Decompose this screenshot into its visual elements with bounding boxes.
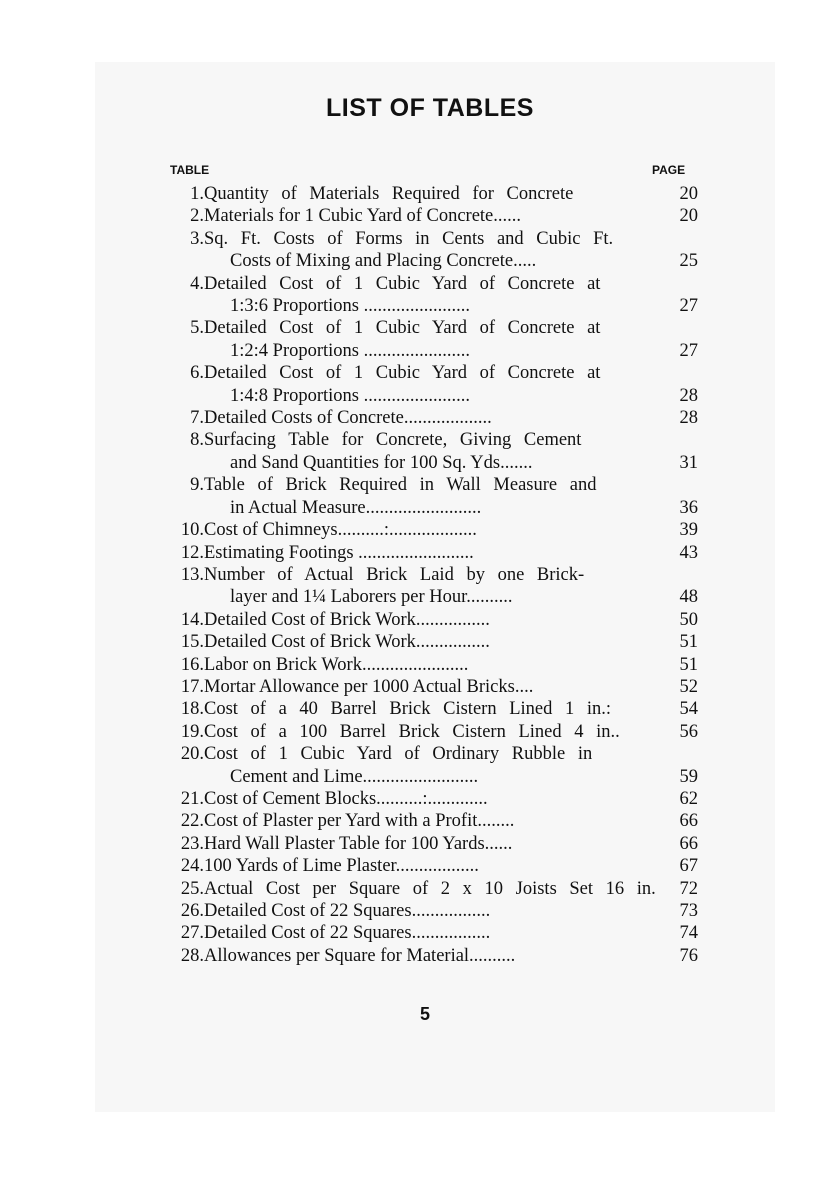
- list-item: [168, 654, 698, 676]
- table-title: [204, 900, 658, 922]
- table-title: [204, 317, 658, 362]
- table-title: [204, 564, 658, 609]
- table-number: 27.: [180, 923, 204, 944]
- table-title: [204, 788, 658, 810]
- table-number: 21.: [180, 788, 204, 809]
- list-item: [168, 362, 698, 407]
- list-item: [168, 698, 698, 720]
- table-title-line: Table of Brick Required in Wall Measure and: [204, 475, 597, 496]
- table-title-line: Detailed Cost of 1 Cubic Yard of Concrete at: [204, 318, 601, 339]
- page-reference: 48: [679, 587, 698, 608]
- list-item: [168, 833, 698, 855]
- table-title-line: in Actual Measure.........................: [230, 497, 482, 518]
- page-reference: 51: [679, 654, 698, 675]
- table-title: [204, 922, 658, 944]
- page-reference: 51: [679, 632, 698, 653]
- table-title: [204, 609, 658, 631]
- page-reference: 27: [679, 340, 698, 361]
- table-title-line: Detailed Cost of Brick Work................: [204, 609, 490, 630]
- table-title-line: Estimating Footings .........................: [204, 542, 474, 563]
- table-title-line: Hard Wall Plaster Table for 100 Yards......: [204, 833, 513, 854]
- table-number: 23.: [180, 833, 204, 854]
- list-item: [168, 564, 698, 609]
- page-reference: 25: [679, 251, 698, 272]
- table-number: 3.: [190, 228, 204, 249]
- table-number: 8.: [190, 430, 204, 451]
- table-title: [204, 855, 658, 877]
- list-item: [168, 721, 698, 743]
- table-title-line: Cost of Cement Blocks..........:.............: [204, 788, 488, 809]
- table-title: [204, 721, 658, 743]
- table-number: 28.: [180, 945, 204, 966]
- table-title: [204, 698, 658, 720]
- table-title-line: Cost of a 100 Barrel Brick Cistern Lined 4 in..: [204, 721, 620, 742]
- table-title-line: Detailed Cost of 1 Cubic Yard of Concrete at: [204, 273, 601, 294]
- table-title: [204, 743, 658, 788]
- table-title-line: Actual Cost per Square of 2 x 10 Joists Set 16 in.: [204, 878, 656, 899]
- list-item: [168, 205, 698, 227]
- table-title: [204, 654, 658, 676]
- table-title-line: Detailed Cost of 22 Squares.................: [204, 923, 491, 944]
- table-number: 6.: [190, 363, 204, 384]
- table-title-line: Materials for 1 Cubic Yard of Concrete......: [204, 206, 522, 227]
- table-number: 10.: [180, 520, 204, 541]
- list-item: [168, 743, 698, 788]
- table-column-header: TABLE: [170, 163, 210, 177]
- list-item: [168, 317, 698, 362]
- table-title-line: Costs of Mixing and Placing Concrete.....: [230, 251, 537, 272]
- table-title-line: 1:4:8 Proportions .......................: [230, 385, 470, 406]
- table-title: [204, 362, 658, 407]
- page-reference: 20: [679, 184, 698, 204]
- page-reference: 39: [679, 520, 698, 541]
- table-title-line: Cost of Chimneys..........:...................: [204, 520, 477, 541]
- page-reference: 56: [679, 721, 698, 742]
- list-item: [168, 945, 698, 967]
- page-title: LIST OF TABLES: [326, 94, 534, 122]
- page-reference: 62: [679, 788, 698, 809]
- table-number: 20.: [180, 744, 204, 765]
- table-title: [204, 631, 658, 653]
- list-item: [168, 273, 698, 318]
- page-reference: 59: [679, 766, 698, 787]
- list-item: [168, 631, 698, 653]
- page-reference: 76: [679, 945, 698, 966]
- table-title-line: 100 Yards of Lime Plaster..................: [204, 856, 479, 877]
- table-title-line: Detailed Cost of 22 Squares.................: [204, 901, 491, 921]
- page-column-header: PAGE: [652, 163, 686, 177]
- table-title: [204, 519, 658, 541]
- table-title-line: Mortar Allowance per 1000 Actual Bricks....: [204, 676, 534, 697]
- table-number: 19.: [180, 721, 204, 742]
- table-title: [204, 542, 658, 564]
- table-number: 2.: [190, 206, 204, 227]
- table-number: 4.: [190, 273, 204, 294]
- page-reference: 66: [679, 833, 698, 854]
- table-title-line: and Sand Quantities for 100 Sq. Yds.......: [230, 452, 533, 473]
- list-item: [168, 878, 698, 900]
- list-item: [168, 407, 698, 429]
- table-number: 25.: [180, 878, 204, 899]
- table-number: 22.: [180, 811, 204, 832]
- page-reference: 43: [679, 542, 698, 563]
- list-item: [168, 676, 698, 698]
- table-title: [204, 407, 658, 429]
- table-number: 15.: [180, 632, 204, 653]
- table-title-line: Cement and Lime.........................: [230, 766, 479, 787]
- table-number: 5.: [190, 318, 204, 339]
- table-title-line: Surfacing Table for Concrete, Giving Cement: [204, 430, 582, 451]
- table-title-line: Cost of Plaster per Yard with a Profit........: [204, 811, 515, 832]
- table-title-line: Cost of a 40 Barrel Brick Cistern Lined 1 in.:: [204, 699, 611, 720]
- list-item: [168, 788, 698, 810]
- table-title: [204, 228, 658, 273]
- page-reference: 28: [679, 385, 698, 406]
- table-title: [204, 945, 658, 967]
- list-item: [168, 609, 698, 631]
- table-number: 18.: [180, 699, 204, 720]
- page-reference: 31: [679, 452, 698, 473]
- table-title-line: Quantity of Materials Required for Concrete: [204, 184, 574, 204]
- table-title-line: Labor on Brick Work.......................: [204, 654, 469, 675]
- list-item: [168, 183, 698, 205]
- table-number: 13.: [180, 564, 204, 585]
- table-title-line: Detailed Costs of Concrete...................: [204, 408, 492, 429]
- page-reference: 73: [679, 901, 698, 921]
- table-title: [204, 810, 658, 832]
- table-number: 14.: [180, 609, 204, 630]
- list-item: [168, 519, 698, 541]
- page-reference: 27: [679, 296, 698, 317]
- table-number: 7.: [190, 408, 204, 429]
- list-item: [168, 900, 698, 922]
- list-item: [168, 855, 698, 877]
- list-item: [168, 474, 698, 519]
- table-title: [204, 676, 658, 698]
- table-title: [204, 878, 658, 900]
- table-title: [204, 183, 658, 205]
- table-title-line: Allowances per Square for Material..........: [204, 945, 516, 966]
- table-number: 1.: [190, 184, 204, 204]
- list-item: [168, 429, 698, 474]
- table-number: 24.: [180, 856, 204, 877]
- page-reference: 66: [679, 811, 698, 832]
- table-title-line: layer and 1¼ Laborers per Hour..........: [230, 587, 513, 608]
- page-reference: 74: [679, 923, 698, 944]
- list-item: [168, 542, 698, 564]
- page-reference: 72: [679, 878, 698, 899]
- table-title-line: Cost of 1 Cubic Yard of Ordinary Rubble in: [204, 744, 593, 765]
- tables-list: [168, 183, 698, 967]
- list-item: [168, 922, 698, 944]
- table-title-line: Number of Actual Brick Laid by one Brick-: [204, 564, 585, 585]
- table-number: 17.: [180, 676, 204, 697]
- table-title-line: Detailed Cost of 1 Cubic Yard of Concrete at: [204, 363, 601, 384]
- page-number: 5: [419, 1004, 430, 1024]
- page-reference: 20: [679, 206, 698, 227]
- table-title: [204, 474, 658, 519]
- table-number: 26.: [180, 901, 204, 921]
- page-reference: 28: [679, 408, 698, 429]
- table-title: [204, 833, 658, 855]
- table-title-line: 1:3:6 Proportions .......................: [230, 296, 470, 317]
- table-title: [204, 429, 658, 474]
- table-number: 16.: [180, 654, 204, 675]
- page-reference: 36: [679, 497, 698, 518]
- page-reference: 54: [679, 699, 698, 720]
- table-number: 12.: [180, 542, 204, 563]
- table-title-line: Detailed Cost of Brick Work................: [204, 632, 490, 653]
- page-reference: 67: [679, 856, 698, 877]
- table-number: 9.: [190, 475, 204, 496]
- list-item: [168, 228, 698, 273]
- page-reference: 52: [679, 676, 698, 697]
- table-title-line: Sq. Ft. Costs of Forms in Cents and Cubic Ft.: [204, 228, 614, 249]
- table-title: [204, 273, 658, 318]
- page-reference: 50: [679, 609, 698, 630]
- table-title-line: 1:2:4 Proportions .......................: [230, 340, 470, 361]
- list-item: [168, 810, 698, 832]
- table-title: [204, 205, 658, 227]
